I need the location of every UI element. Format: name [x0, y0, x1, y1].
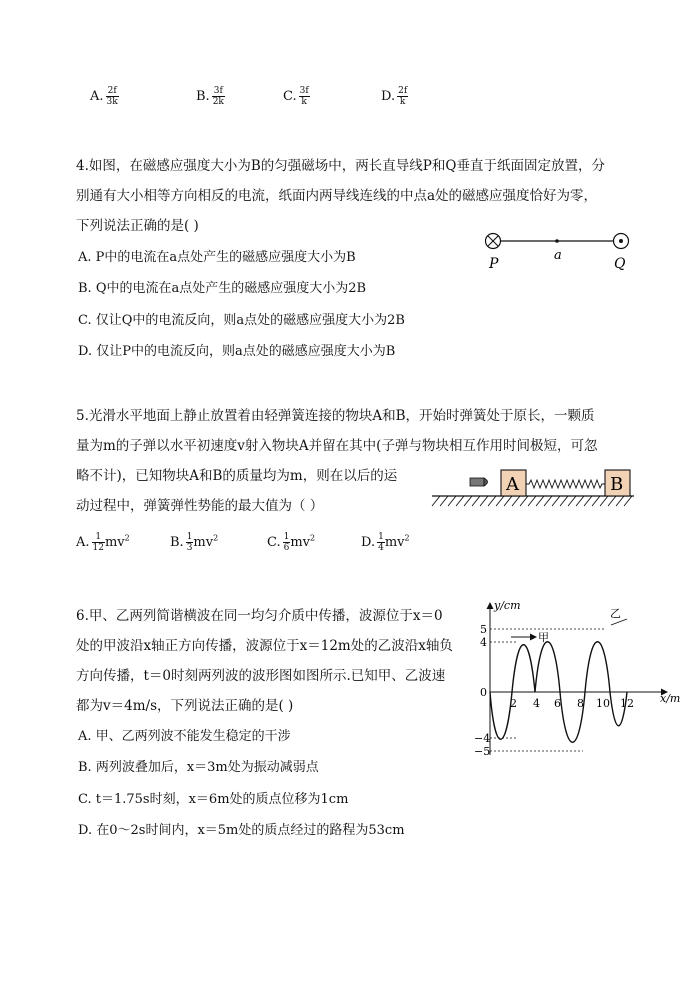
q5-option-b: B. $\frac{1}{3}$ $mv^2$ — [170, 532, 219, 553]
label-a: a — [554, 248, 562, 263]
x-axis-label: x/m — [660, 692, 681, 705]
q5-stem-line-3: 略不计)，已知物块A和B的质量均为m，则在以后的运 — [76, 468, 398, 484]
current-out-of-page-icon — [614, 234, 629, 249]
q3-option-d: D. $\frac{2f}{k}$ — [381, 86, 408, 107]
q4-stem-line-1: 4.如图，在磁感应强度大小为B的匀强磁场中，两长直导线P和Q垂直于纸面固定放置，分 — [76, 158, 605, 174]
block-a — [501, 470, 526, 496]
q6-wave-graph — [474, 595, 684, 770]
q4-option-a: A. P中的电流在a点处产生的磁感应强度大小为B — [78, 250, 356, 265]
q5-stem-line-1: 5.光滑水平地面上静止放置着由轻弹簧连接的物块A和B，开始时弹簧处于原长，一颗质 — [76, 408, 595, 424]
y-tick-label: −4 — [474, 732, 491, 745]
q4-stem-line-3: 下列说法正确的是( ) — [76, 218, 199, 234]
q5-option-a: A. $\frac{1}{12}$ $mv^2$ — [76, 532, 130, 553]
label-q: Q — [614, 256, 626, 272]
q6-stem-line-2: 处的甲波沿x轴正方向传播，波源位于x＝12m处的乙波沿x轴负 — [76, 638, 453, 654]
y-tick-label: −5 — [474, 745, 491, 758]
q4-option-d: D. 仅让P中的电流反向，则a点处的磁感应强度大小为B — [78, 344, 396, 359]
q3-option-b: B. $\frac{3f}{2k}$ — [196, 86, 224, 107]
svg-text:A: A — [506, 474, 519, 495]
q6-option-a: A. 甲、乙两列波不能发生稳定的干涉 — [78, 729, 291, 744]
q6-stem-line-4: 都为v＝4m/s，下列说法正确的是( ) — [76, 698, 294, 714]
q3-option-a: A. $\frac{2f}{3k}$ — [90, 86, 118, 107]
origin-label: 0 — [480, 686, 487, 699]
q5-option-c: C. $\frac{1}{6}$ $mv^2$ — [267, 532, 316, 553]
label-p: P — [489, 256, 499, 272]
midpoint-a-dot — [555, 239, 559, 243]
x-tick-label: 6 — [554, 697, 561, 710]
y-tick-label: 5 — [480, 623, 487, 636]
amplitude-guides — [490, 629, 605, 751]
current-into-page-icon — [486, 234, 501, 249]
spring — [526, 480, 605, 488]
q6-option-b: B. 两列波叠加后，x＝3m处为振动减弱点 — [78, 760, 319, 775]
q4-option-b: B. Q中的电流在a点处产生的磁感应强度大小为2B — [78, 281, 367, 296]
svg-text:B: B — [610, 474, 624, 495]
q4-wire-figure — [476, 226, 646, 276]
x-tick-label: 10 — [596, 697, 610, 710]
wave-yi-label: 乙 — [610, 607, 621, 620]
q5-stem-line-2: 量为m的子弹以水平初速度v射入物块A并留在其中(子弹与物块相互作用时间极短，可忽 — [76, 438, 598, 454]
q4-stem-line-2: 别通有大小相等方向相反的电流，纸面内两导线连线的中点a处的磁感应强度恰好为零， — [76, 188, 598, 204]
q3-option-c: C. $\frac{3f}{k}$ — [283, 86, 309, 107]
x-tick-label: 4 — [533, 697, 540, 710]
x-tick-labels — [510, 697, 634, 710]
q6-stem-line-3: 方向传播，t＝0时刻两列波的波形图如图所示.已知甲、乙波速 — [76, 668, 446, 684]
q5-option-d: D. $\frac{1}{4}$ $mv^2$ — [361, 532, 410, 553]
q6-option-c: C. t＝1.75s时刻，x＝6m处的质点位移为1cm — [78, 792, 349, 807]
q6-option-d: D. 在0～2s时间内，x＝5m处的质点经过的路程为53cm — [78, 823, 405, 838]
q4-option-c: C. 仅让Q中的电流反向，则a点处的磁感应强度大小为2B — [78, 313, 405, 328]
q6-stem-line-1: 6.甲、乙两列简谐横波在同一均匀介质中传播，波源位于x＝0 — [76, 608, 443, 624]
wave-jia-label: 甲 — [538, 631, 549, 644]
q5-stem-line-4: 动过程中，弹簧弹性势能的最大值为（ ） — [76, 498, 324, 514]
y-tick-label: 4 — [480, 636, 487, 649]
x-tick-label: 8 — [577, 697, 584, 710]
bullet-icon — [470, 478, 488, 486]
ground-hatching — [432, 496, 632, 506]
x-tick-label: 2 — [510, 697, 517, 710]
x-tick-label: 12 — [620, 697, 634, 710]
block-b — [605, 470, 630, 496]
y-axis-label: y/cm — [494, 599, 521, 612]
q5-spring-figure — [428, 462, 638, 512]
